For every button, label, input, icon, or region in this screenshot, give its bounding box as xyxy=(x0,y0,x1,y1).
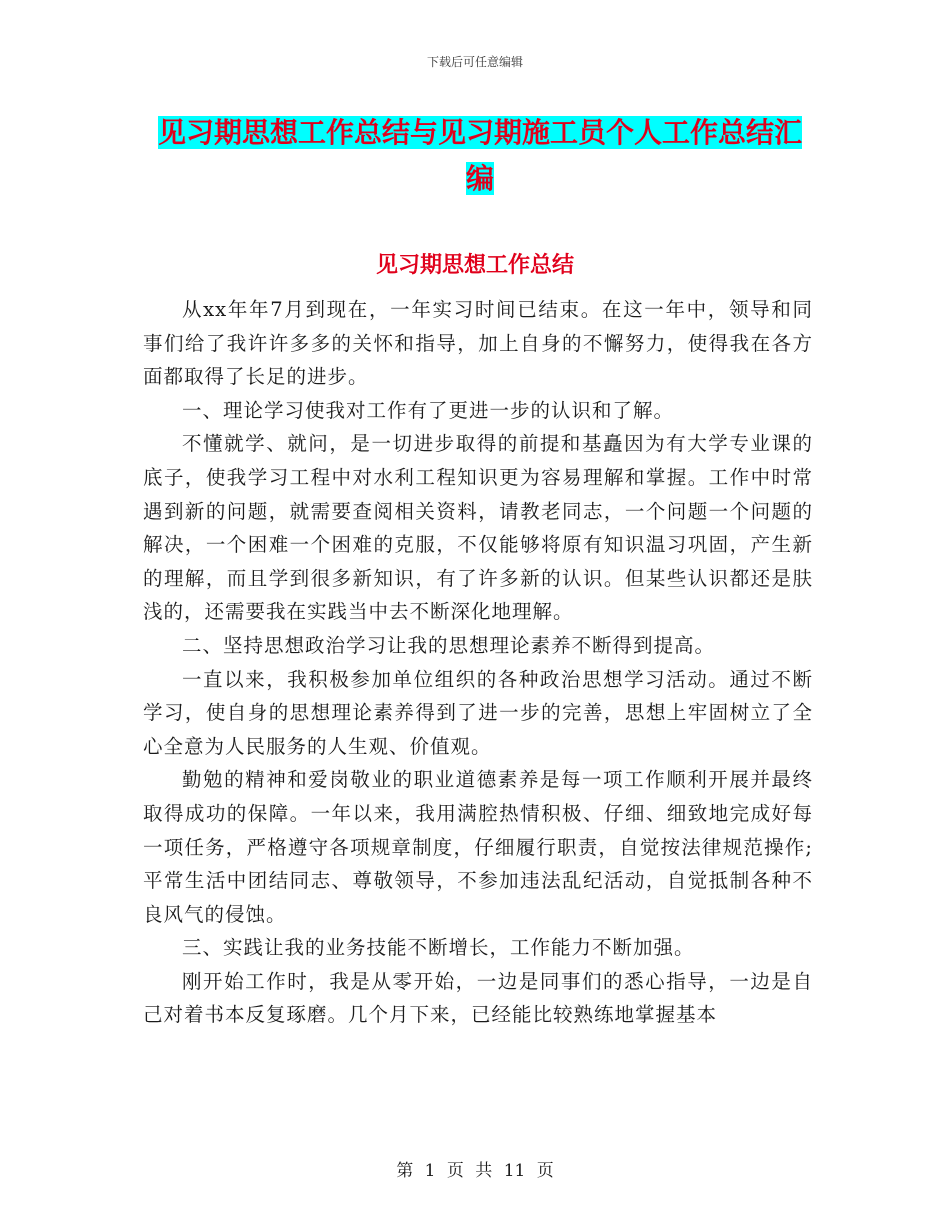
document-title-line1: 见习期思想工作总结与见习期施工员个人工作总结汇 xyxy=(157,116,802,149)
section-title: 见习期思想工作总结 xyxy=(375,253,574,278)
page-footer: 第 1 页 共 11 页 xyxy=(396,1161,554,1181)
paragraph: 勤勉的精神和爱岗敬业的职业道德素养是每一项工作顺利开展并最终取得成功的保障。一年以来，我用满腔热情积极、仔细、细致地完成好每一项任务，严格遵守各项规章制度，仔细履行职责，自觉按法律规范操作;平常生活中团结同志、尊敬领导，不参加违法乱纪活动，自觉抵制各种不良风气的侵蚀。 xyxy=(143,768,813,926)
header-note: 下载后可任意编辑 xyxy=(426,55,523,69)
paragraph: 一直以来，我积极参加单位组织的各种政治思想学习活动。通过不断学习，使自身的思想理论素养得到了进一步的完善，思想上牢固树立了全心全意为人民服务的人生观、价值观。 xyxy=(143,667,813,758)
paragraph: 不懂就学、就问，是一切进步取得的前提和基矗因为有大学专业课的底子，使我学习工程中对水利工程知识更为容易理解和掌握。工作中时常遇到新的问题，就需要查阅相关资料，请教老同志，一个问题一个问题的解决，一个困难一个困难的克服，不仅能够将原有知识温习巩固，产生新的理解，而且学到很多新知识，有了许多新的认识。但某些认识都还是肤浅的，还需要我在实践当中去不断深化地理解。 xyxy=(143,432,813,624)
paragraph: 刚开始工作时，我是从零开始，一边是同事们的悉心指导，一边是自己对着书本反复琢磨。几个月下来，已经能比较熟练地掌握基本 xyxy=(143,969,813,1027)
paragraph: 从xx年年7月到现在，一年实习时间已结束。在这一年中，领导和同事们给了我许许多多的关怀和指导，加上自身的不懈努力，使得我在各方面都取得了长足的进步。 xyxy=(143,298,813,389)
paragraph: 一、理论学习使我对工作有了更进一步的认识和了解。 xyxy=(182,398,675,422)
paragraph: 三、实践让我的业务技能不断增长，工作能力不断加强。 xyxy=(182,936,695,960)
document-title xyxy=(150,110,810,202)
document-title-line2: 编 xyxy=(465,162,494,195)
document-body xyxy=(143,293,813,1032)
paragraph: 二、坚持思想政治学习让我的思想理论素养不断得到提高。 xyxy=(182,633,716,657)
